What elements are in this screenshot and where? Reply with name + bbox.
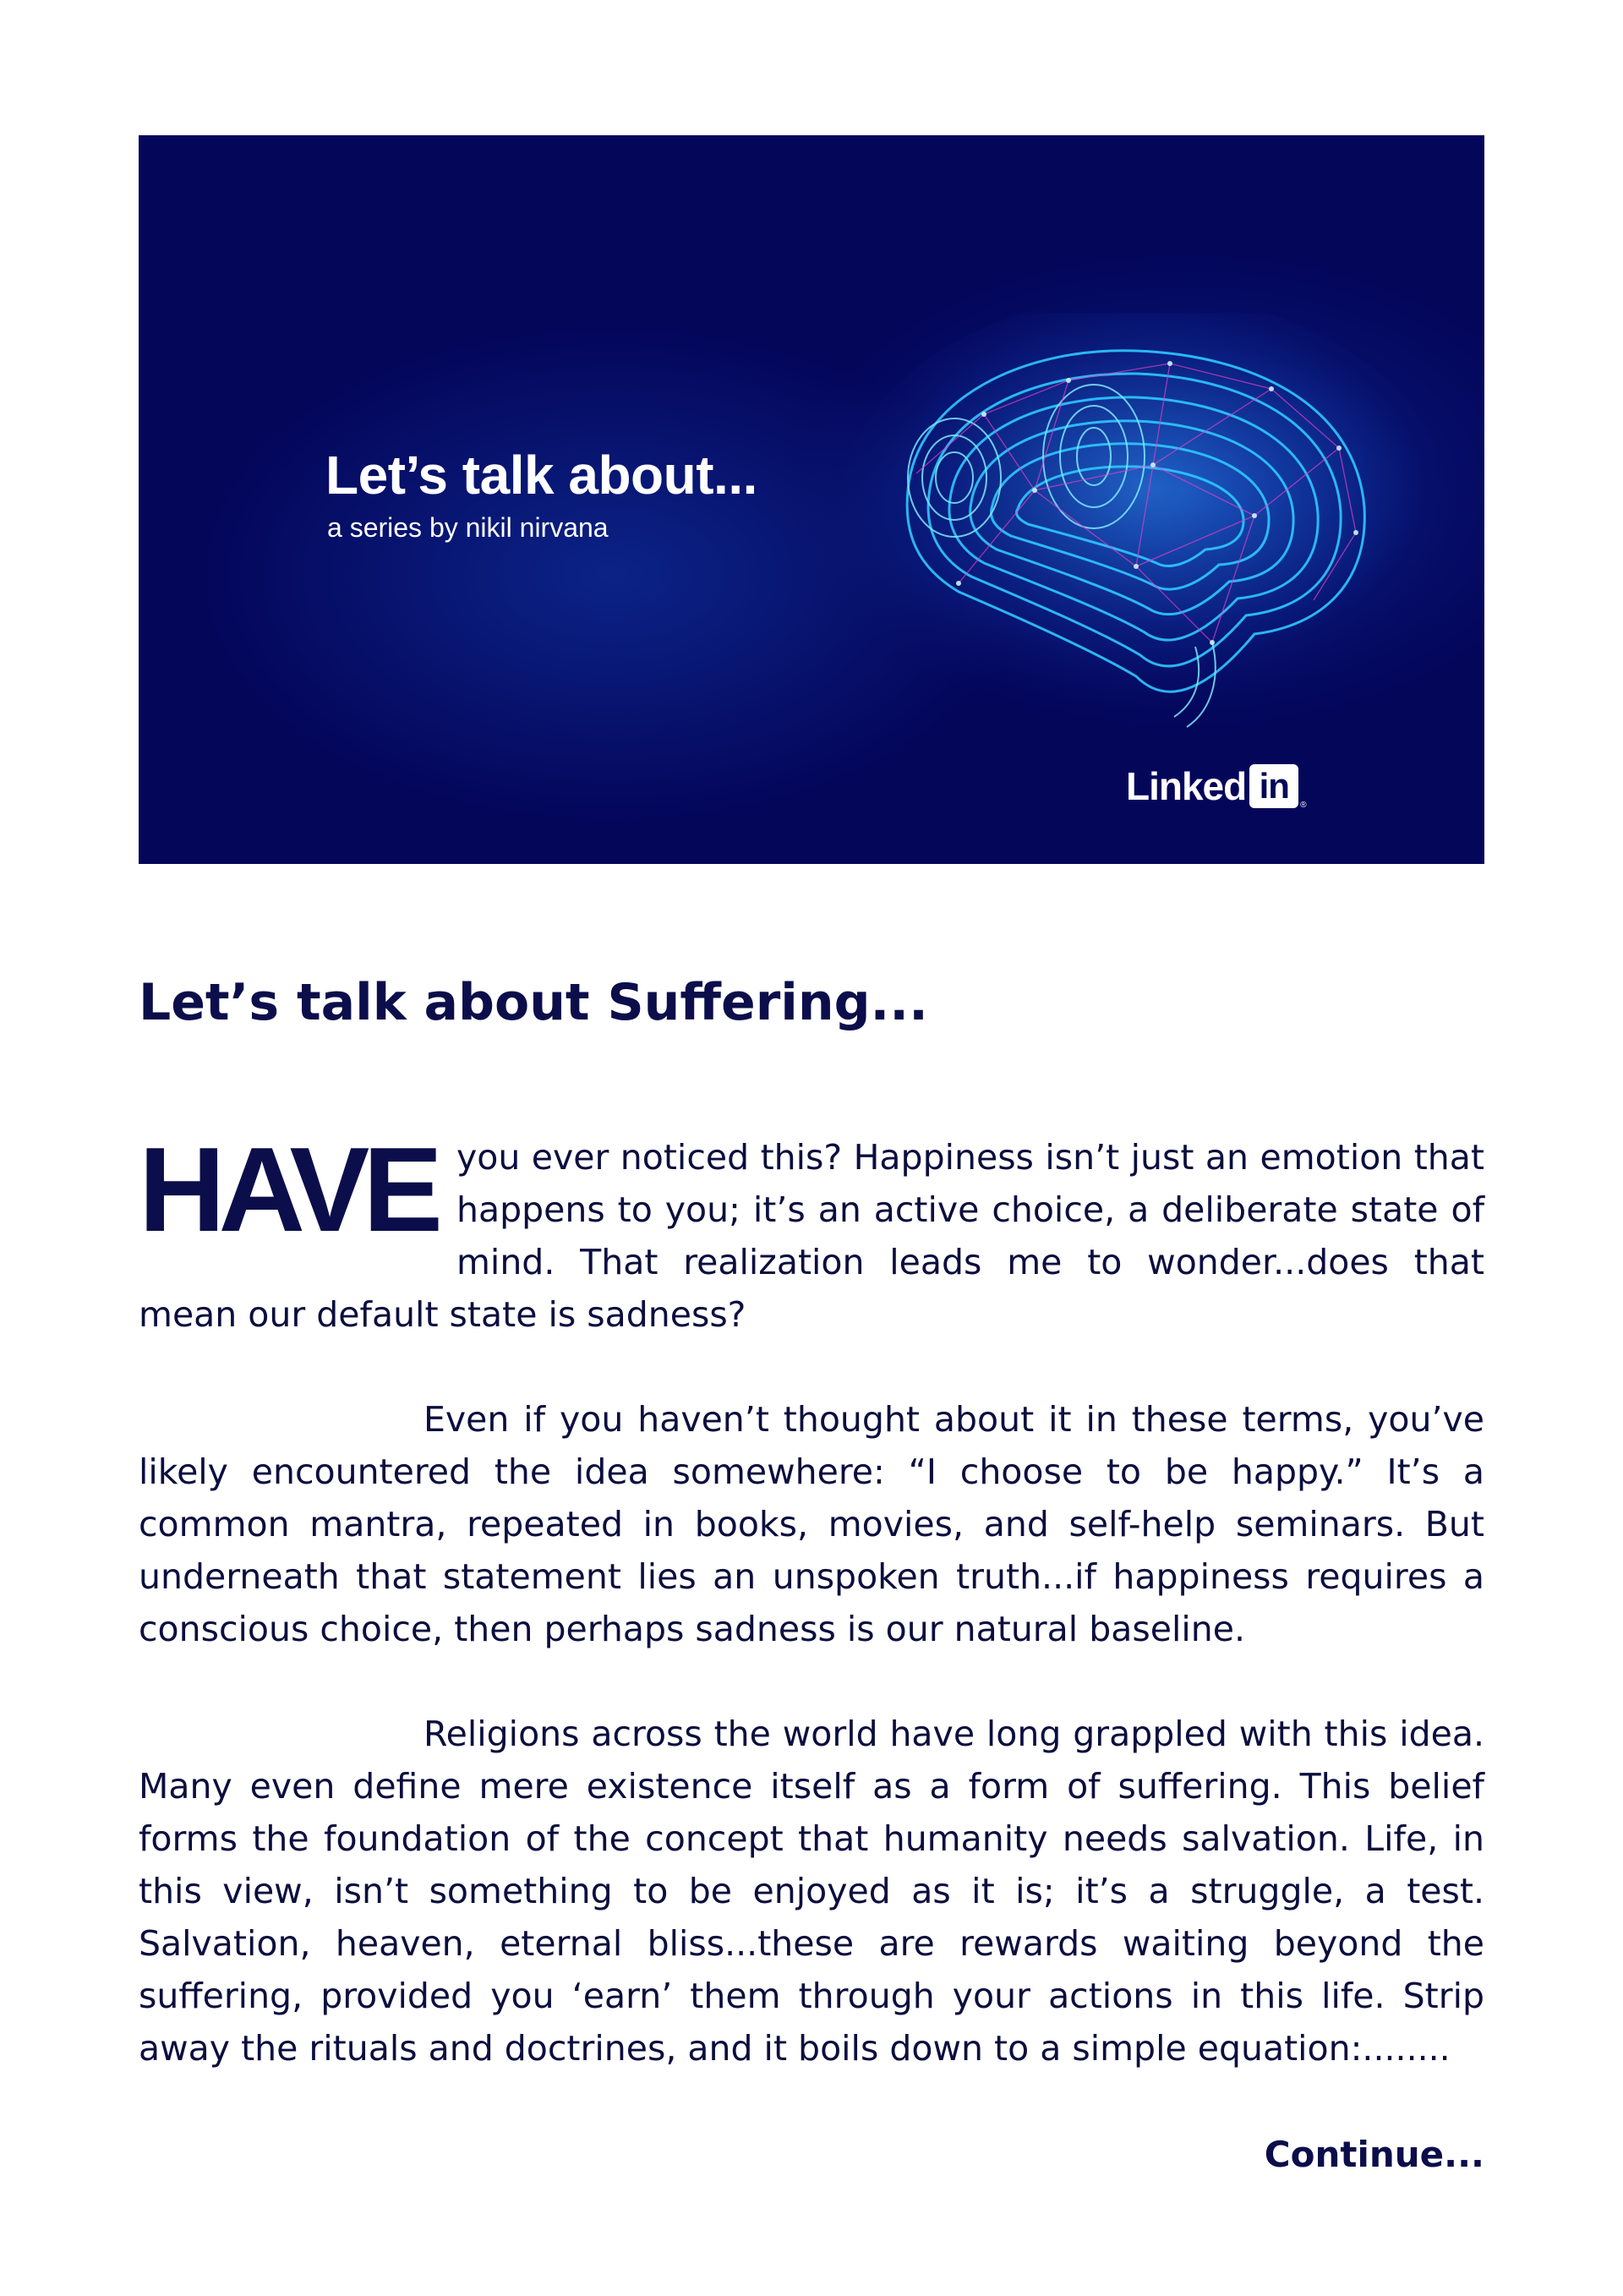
registered-mark: ® [1300,801,1307,810]
paragraph-1 [139,1123,1484,1341]
brain-wireframe-icon [815,313,1457,752]
paragraph-3: Religions across the world have long grappled with this idea. Many even define mere existence itself as a form of suffering. This belief forms the foundation of the concept that humanity needs salvation. Life, in this view, isn’t something to be enjoyed as it is; it’s a struggle, a test. Salvation, heaven, eternal bliss...these are rewards waiting beyond the suffering, provided you ‘earn’ them through your actions in this life. Strip away the rituals and doctrines, and it boils down to a simple equation:........ [139,1714,1484,2069]
linkedin-logo-word: Linked [1126,764,1247,808]
article-title: Let’s talk about Suffering... [139,973,928,1032]
paragraph-1-text: you ever noticed this? Happiness isn’t just an emotion that happens to you; it’s an active choice, a deliberate state of mind. That realization leads me to wonder...does that mean our default state is sadness? [139,1137,1484,1335]
paragraph-2: Even if you haven’t thought about it in these terms, you’ve likely encountered the idea somewhere: “I choose to be happy.” It’s a common mantra, repeated in books, movies, and self-help seminars. But underneath that statement lies an unspoken truth...if happiness requires a conscious choice, then perhaps sadness is our natural baseline. [139,1399,1484,1649]
linkedin-logo-box [1249,764,1298,808]
hero-banner [139,135,1484,864]
continue-link[interactable]: Continue... [1264,2134,1484,2175]
banner-title: Let’s talk about... [325,445,757,506]
linkedin-logo [1126,761,1307,812]
drop-cap: HAVE [139,1123,436,1257]
banner-subtitle: a series by nikil nirvana [327,512,609,543]
article-body [139,1123,1484,2127]
linkedin-logo-in: in [1259,766,1289,806]
